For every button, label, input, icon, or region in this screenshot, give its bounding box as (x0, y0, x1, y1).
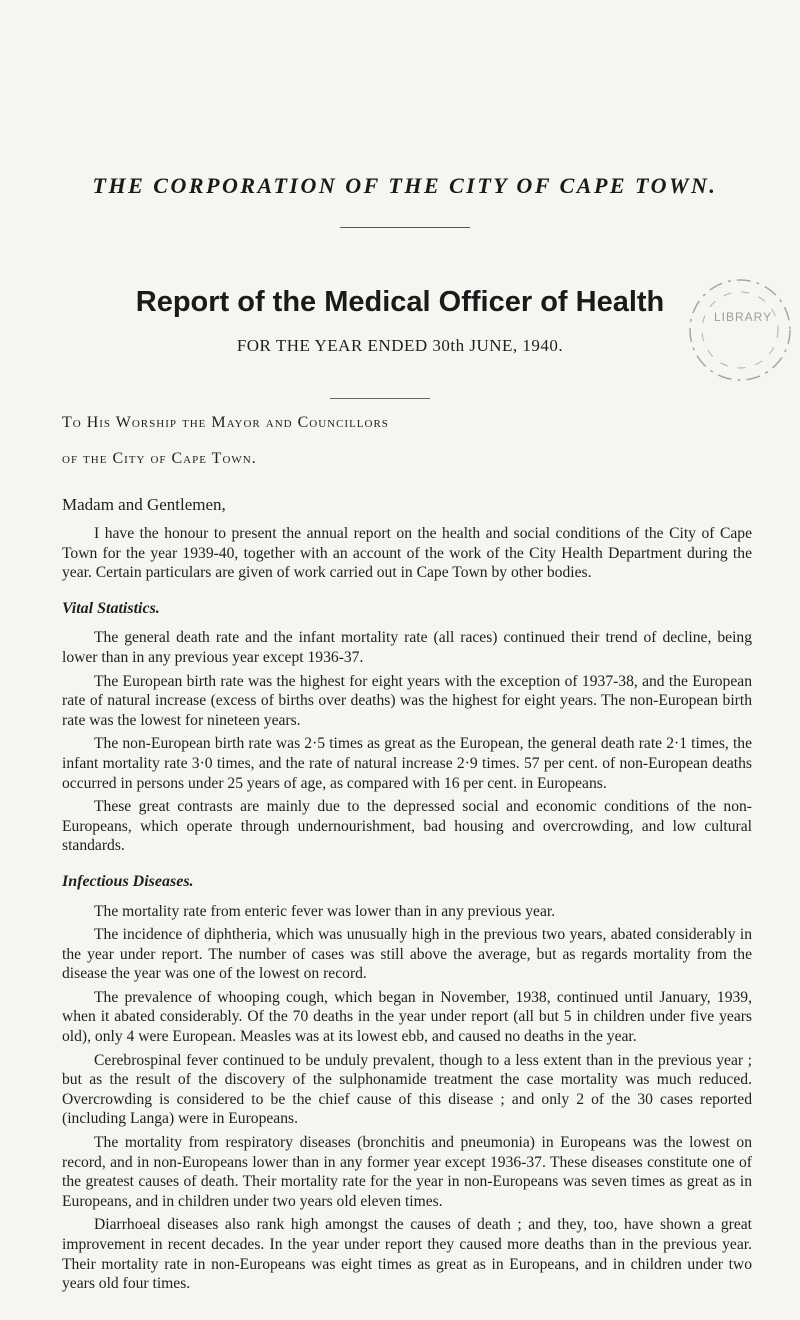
stamp-label: LIBRARY (714, 310, 773, 324)
paragraph: The prevalence of whooping cough, which began in November, 1938, continued until January, 1939, when it abated considerably. Of the 70 deaths in the year under report (all but 5 in children under five years old), only 4 were European. Measles was at its lowest ebb, and caused no deaths in the year. (62, 988, 752, 1046)
address-block (62, 405, 622, 477)
section-heading-vital-statistics: Vital Statistics. (62, 599, 160, 617)
report-title: Report of the Medical Officer of Health (135, 286, 665, 318)
salutation: Madam and Gentlemen, (62, 495, 226, 514)
library-stamp-icon (680, 272, 798, 390)
paragraph: The mortality from respiratory diseases (bronchitis and pneumonia) in Europeans was the lowest on record, and in non-Europeans lower than in any former year except 1936-37. These diseases constitute one of the greatest causes of death. Their mortality rate for the year in non-Europeans was seven times as great as in Europeans, and in children under two years old eleven times. (62, 1134, 752, 1210)
paragraph: Cerebrospinal fever continued to be unduly prevalent, though to a less extent than in the previous year ; but as the result of the discovery of the sulphonamide treatment the case mortality was much reduced. Overcrowding is considered to be the chief cause of this disease ; and only 2 of the 30 cases reported (including Langa) were in Europeans. (62, 1051, 752, 1128)
paragraph: The non-European birth rate was 2·5 times as great as the European, the general death rate 2·1 times, the infant mortality rate 3·0 times, and the rate of natural increase 2·9 times. 57 per cent. of non-European deaths occurred in persons under 25 years of age, as compared with 16 per cent. in Europeans. (62, 735, 752, 792)
subtitle-divider (330, 398, 430, 399)
paragraph: These great contrasts are mainly due to the depressed social and economic conditions of the non-Europeans, which operate through undernourishment, bad housing and overcrowding, and low cultural standards. (62, 798, 752, 855)
intro-paragraph: I have the honour to present the annual report on the health and social conditions of the City of Cape Town for the year 1939-40, together with an account of the work of the City Health Department during the year. Certain particulars are given of work carried out in Cape Town by other bodies. (62, 525, 752, 582)
address-line-2: of the City of Cape Town. (62, 450, 257, 467)
report-subtitle: FOR THE YEAR ENDED 30th JUNE, 1940. (236, 336, 564, 355)
section-heading-infectious-diseases: Infectious Diseases. (62, 872, 194, 890)
title-divider (340, 227, 470, 228)
paragraph: The mortality rate from enteric fever was lower than in any previous year. (94, 902, 556, 920)
paragraph: Diarrhoeal diseases also rank high amongst the causes of death ; and they, too, have shown a great improvement in recent decades. In the year under report they caused more deaths than in the previous year. Their mortality rate in non-Europeans was eight times as great as in Europeans, and in children under two years old four times. (62, 1216, 752, 1293)
paragraph: The incidence of diphtheria, which was unusually high in the previous two years, abated considerably in the year under report. The number of cases was still above the average, but as regards mortality from the disease the year was one of the lowest on record. (62, 926, 752, 983)
address-line-1: To His Worship the Mayor and Councillors (62, 414, 389, 431)
paragraph: The general death rate and the infant mortality rate (all races) continued their trend of decline, being lower than in any previous year except 1936-37. (62, 629, 752, 666)
report-body (62, 524, 752, 1298)
corporation-title: THE CORPORATION OF THE CITY OF CAPE TOWN. (92, 173, 718, 198)
paragraph: The European birth rate was the highest for eight years with the exception of 1937-38, and the European rate of natural increase (excess of births over deaths) was the highest for eight years. The non-European birth rate was the lowest for nineteen years. (62, 672, 752, 729)
